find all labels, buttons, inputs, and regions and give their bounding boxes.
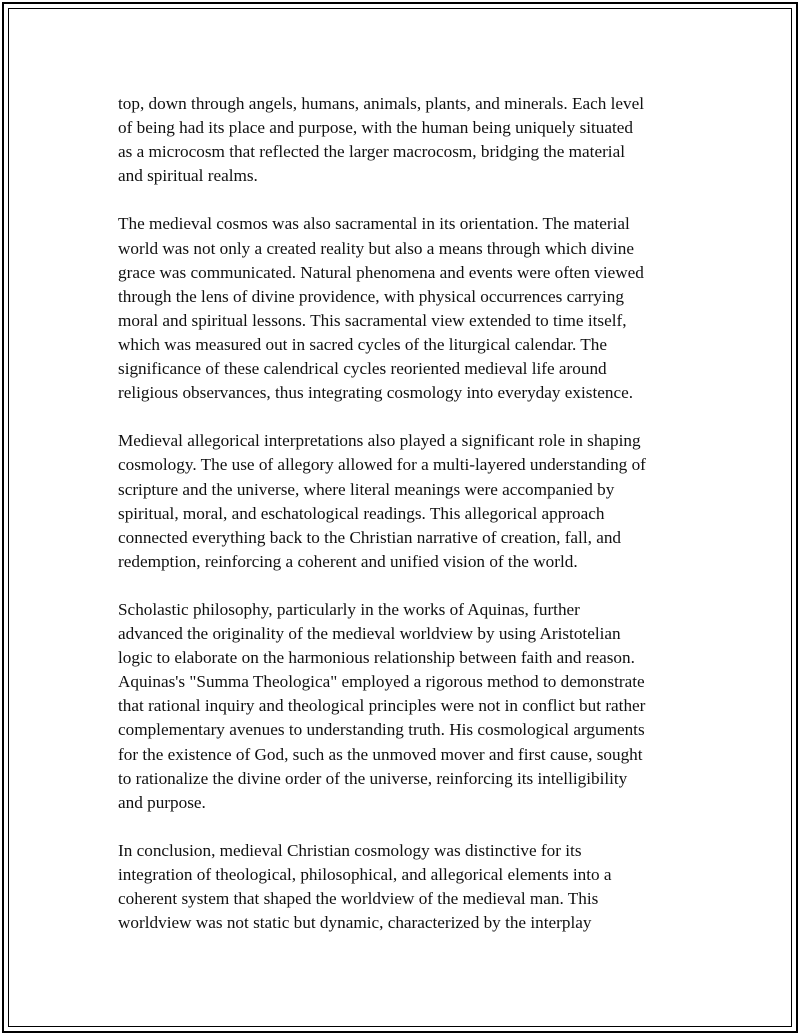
paragraph-line: through the lens of divine providence, with physical occurrences carrying xyxy=(118,286,624,306)
paragraph-line: that rational inquiry and theological principles were not in conflict but rather xyxy=(118,696,646,716)
paragraph-line: In conclusion, medieval Christian cosmology was distinctive for its xyxy=(118,840,582,860)
paragraph-line: logic to elaborate on the harmonious relationship between faith and reason. xyxy=(118,648,635,668)
paragraph-line: worldview was not static but dynamic, characterized by the interplay xyxy=(118,913,592,933)
paragraph-line: redemption, reinforcing a coherent and unified vision of the world. xyxy=(118,551,578,571)
paragraph-line: Aquinas's "Summa Theologica" employed a rigorous method to demonstrate xyxy=(118,672,645,692)
paragraph-line: moral and spiritual lessons. This sacramental view extended to time itself, xyxy=(118,310,627,330)
paragraph-line: and purpose. xyxy=(118,792,206,812)
paragraph-line: Scholastic philosophy, particularly in the works of Aquinas, further xyxy=(118,599,580,619)
paragraph-1 xyxy=(118,92,696,188)
paragraph-line: Medieval allegorical interpretations also played a significant role in shaping xyxy=(118,431,641,451)
paragraph-line: and spiritual realms. xyxy=(118,166,258,186)
paragraph-line: for the existence of God, such as the unmoved mover and first cause, sought xyxy=(118,744,643,764)
paragraph-line: integration of theological, philosophical, and allegorical elements into a xyxy=(118,865,612,884)
paragraph-line: cosmology. The use of allegory allowed for a multi-layered understanding of xyxy=(118,455,646,475)
paragraph-line: significance of these calendrical cycles reoriented medieval life around xyxy=(118,359,607,379)
paragraph-line: scripture and the universe, where literal meanings were accompanied by xyxy=(118,479,615,499)
document-body xyxy=(118,92,696,959)
paragraph-line: The medieval cosmos was also sacramental in its orientation. The material xyxy=(118,214,630,234)
paragraph-line: spiritual, moral, and eschatological readings. This allegorical approach xyxy=(118,503,605,523)
paragraph-5 xyxy=(118,839,696,935)
paragraph-4 xyxy=(118,598,696,815)
paragraph-line: complementary avenues to understanding truth. His cosmological arguments xyxy=(118,720,645,740)
paragraph-line: which was measured out in sacred cycles of the liturgical calendar. The xyxy=(118,334,608,354)
paragraph-line: coherent system that shaped the worldview of the medieval man. This xyxy=(118,889,599,909)
paragraph-line: grace was communicated. Natural phenomena and events were often viewed xyxy=(118,262,644,282)
paragraph-line: top, down through angels, humans, animals, plants, and minerals. Each level xyxy=(118,94,645,113)
paragraph-3 xyxy=(118,429,696,574)
paragraph-line: to rationalize the divine order of the universe, reinforcing its intelligibility xyxy=(118,768,628,788)
paragraph-line: connected everything back to the Christian narrative of creation, fall, and xyxy=(118,527,622,547)
paragraph-line: religious observances, thus integrating cosmology into everyday existence. xyxy=(118,383,634,403)
paragraph-line: world was not only a created reality but also a means through which divine xyxy=(118,238,634,258)
paragraph-2 xyxy=(118,212,696,405)
paragraph-line: advanced the originality of the medieval worldview by using Aristotelian xyxy=(118,624,621,644)
paragraph-line: as a microcosm that reflected the larger macrocosm, bridging the material xyxy=(118,142,625,162)
paragraph-line: of being had its place and purpose, with the human being uniquely situated xyxy=(118,118,634,138)
